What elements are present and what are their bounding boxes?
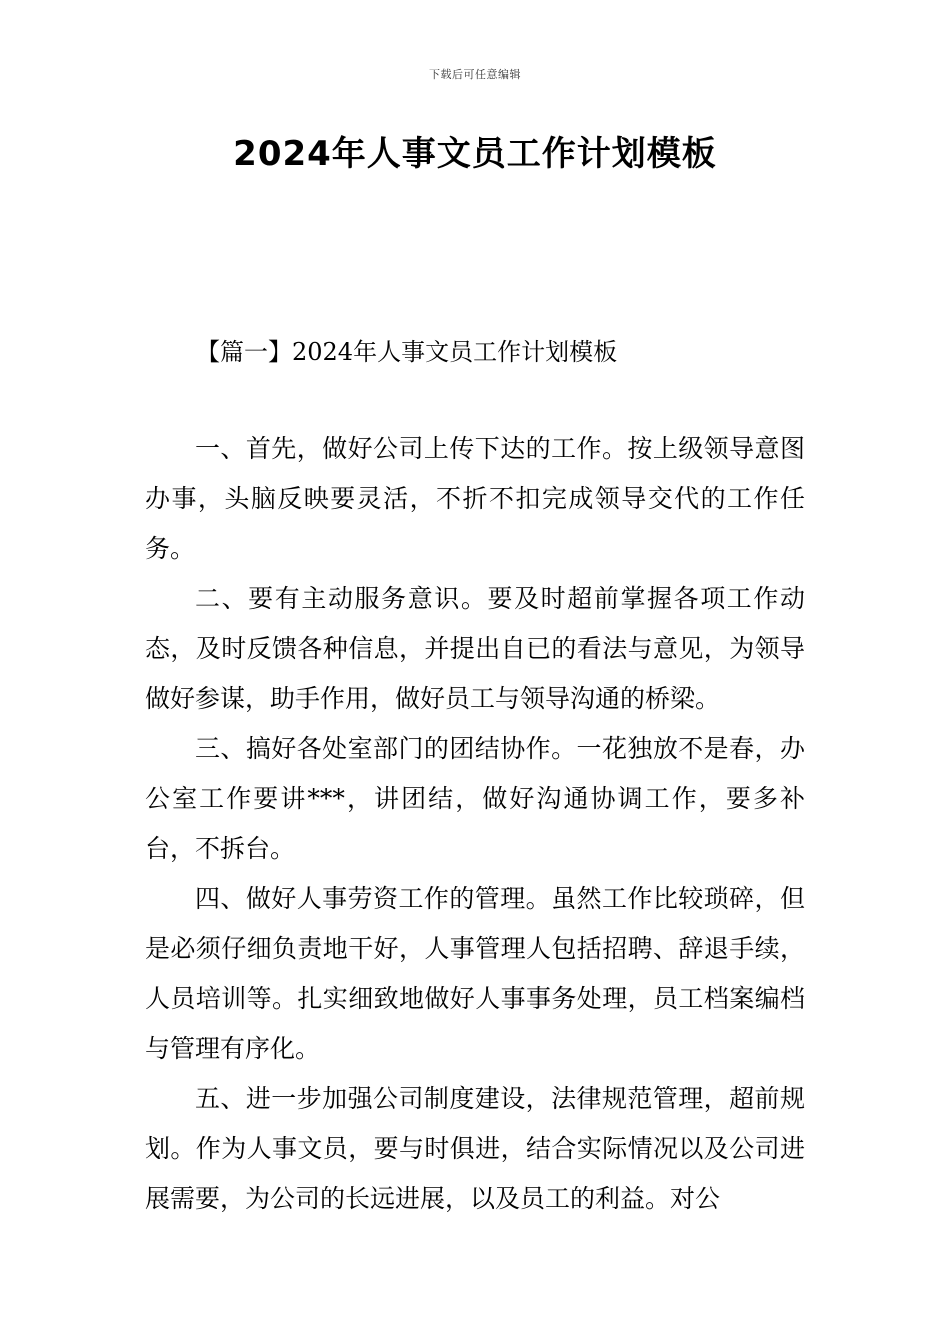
paragraph-5: 五、进一步加强公司制度建设，法律规范管理，超前规划。作为人事文员，要与时俱进，结合实际情况以及公司进展需要，为公司的长远进展，以及员工的利益。对公 [145, 1084, 805, 1213]
paragraph-1: 一、首先，做好公司上传下达的工作。按上级领导意图办事，头脑反映要灵活，不折不扣完成领导交代的工作任务。 [145, 434, 805, 563]
paragraph-2: 二、要有主动服务意识。要及时超前掌握各项工作动态，及时反馈各种信息，并提出自已的看法与意见，为领导做好参谋，助手作用，做好员工与领导沟通的桥梁。 [145, 584, 805, 713]
paragraph-3: 三、搞好各处室部门的团结协作。一花独放不是春，办公室工作要讲***，讲团结，做好沟通协调工作，要多补台，不拆台。 [145, 734, 805, 863]
section-heading: 【篇一】2024年人事文员工作计划模板 [196, 338, 618, 366]
document-body [145, 424, 805, 1224]
header-note: 下载后可任意编辑 [429, 68, 521, 81]
paragraph-4: 四、做好人事劳资工作的管理。虽然工作比较琐碎，但是必须仔细负责地干好，人事管理人包括招聘、辞退手续，人员培训等。扎实细致地做好人事事务处理，员工档案编档与管理有序化。 [145, 884, 805, 1063]
document-title: 2024年人事文员工作计划模板 [233, 134, 717, 174]
